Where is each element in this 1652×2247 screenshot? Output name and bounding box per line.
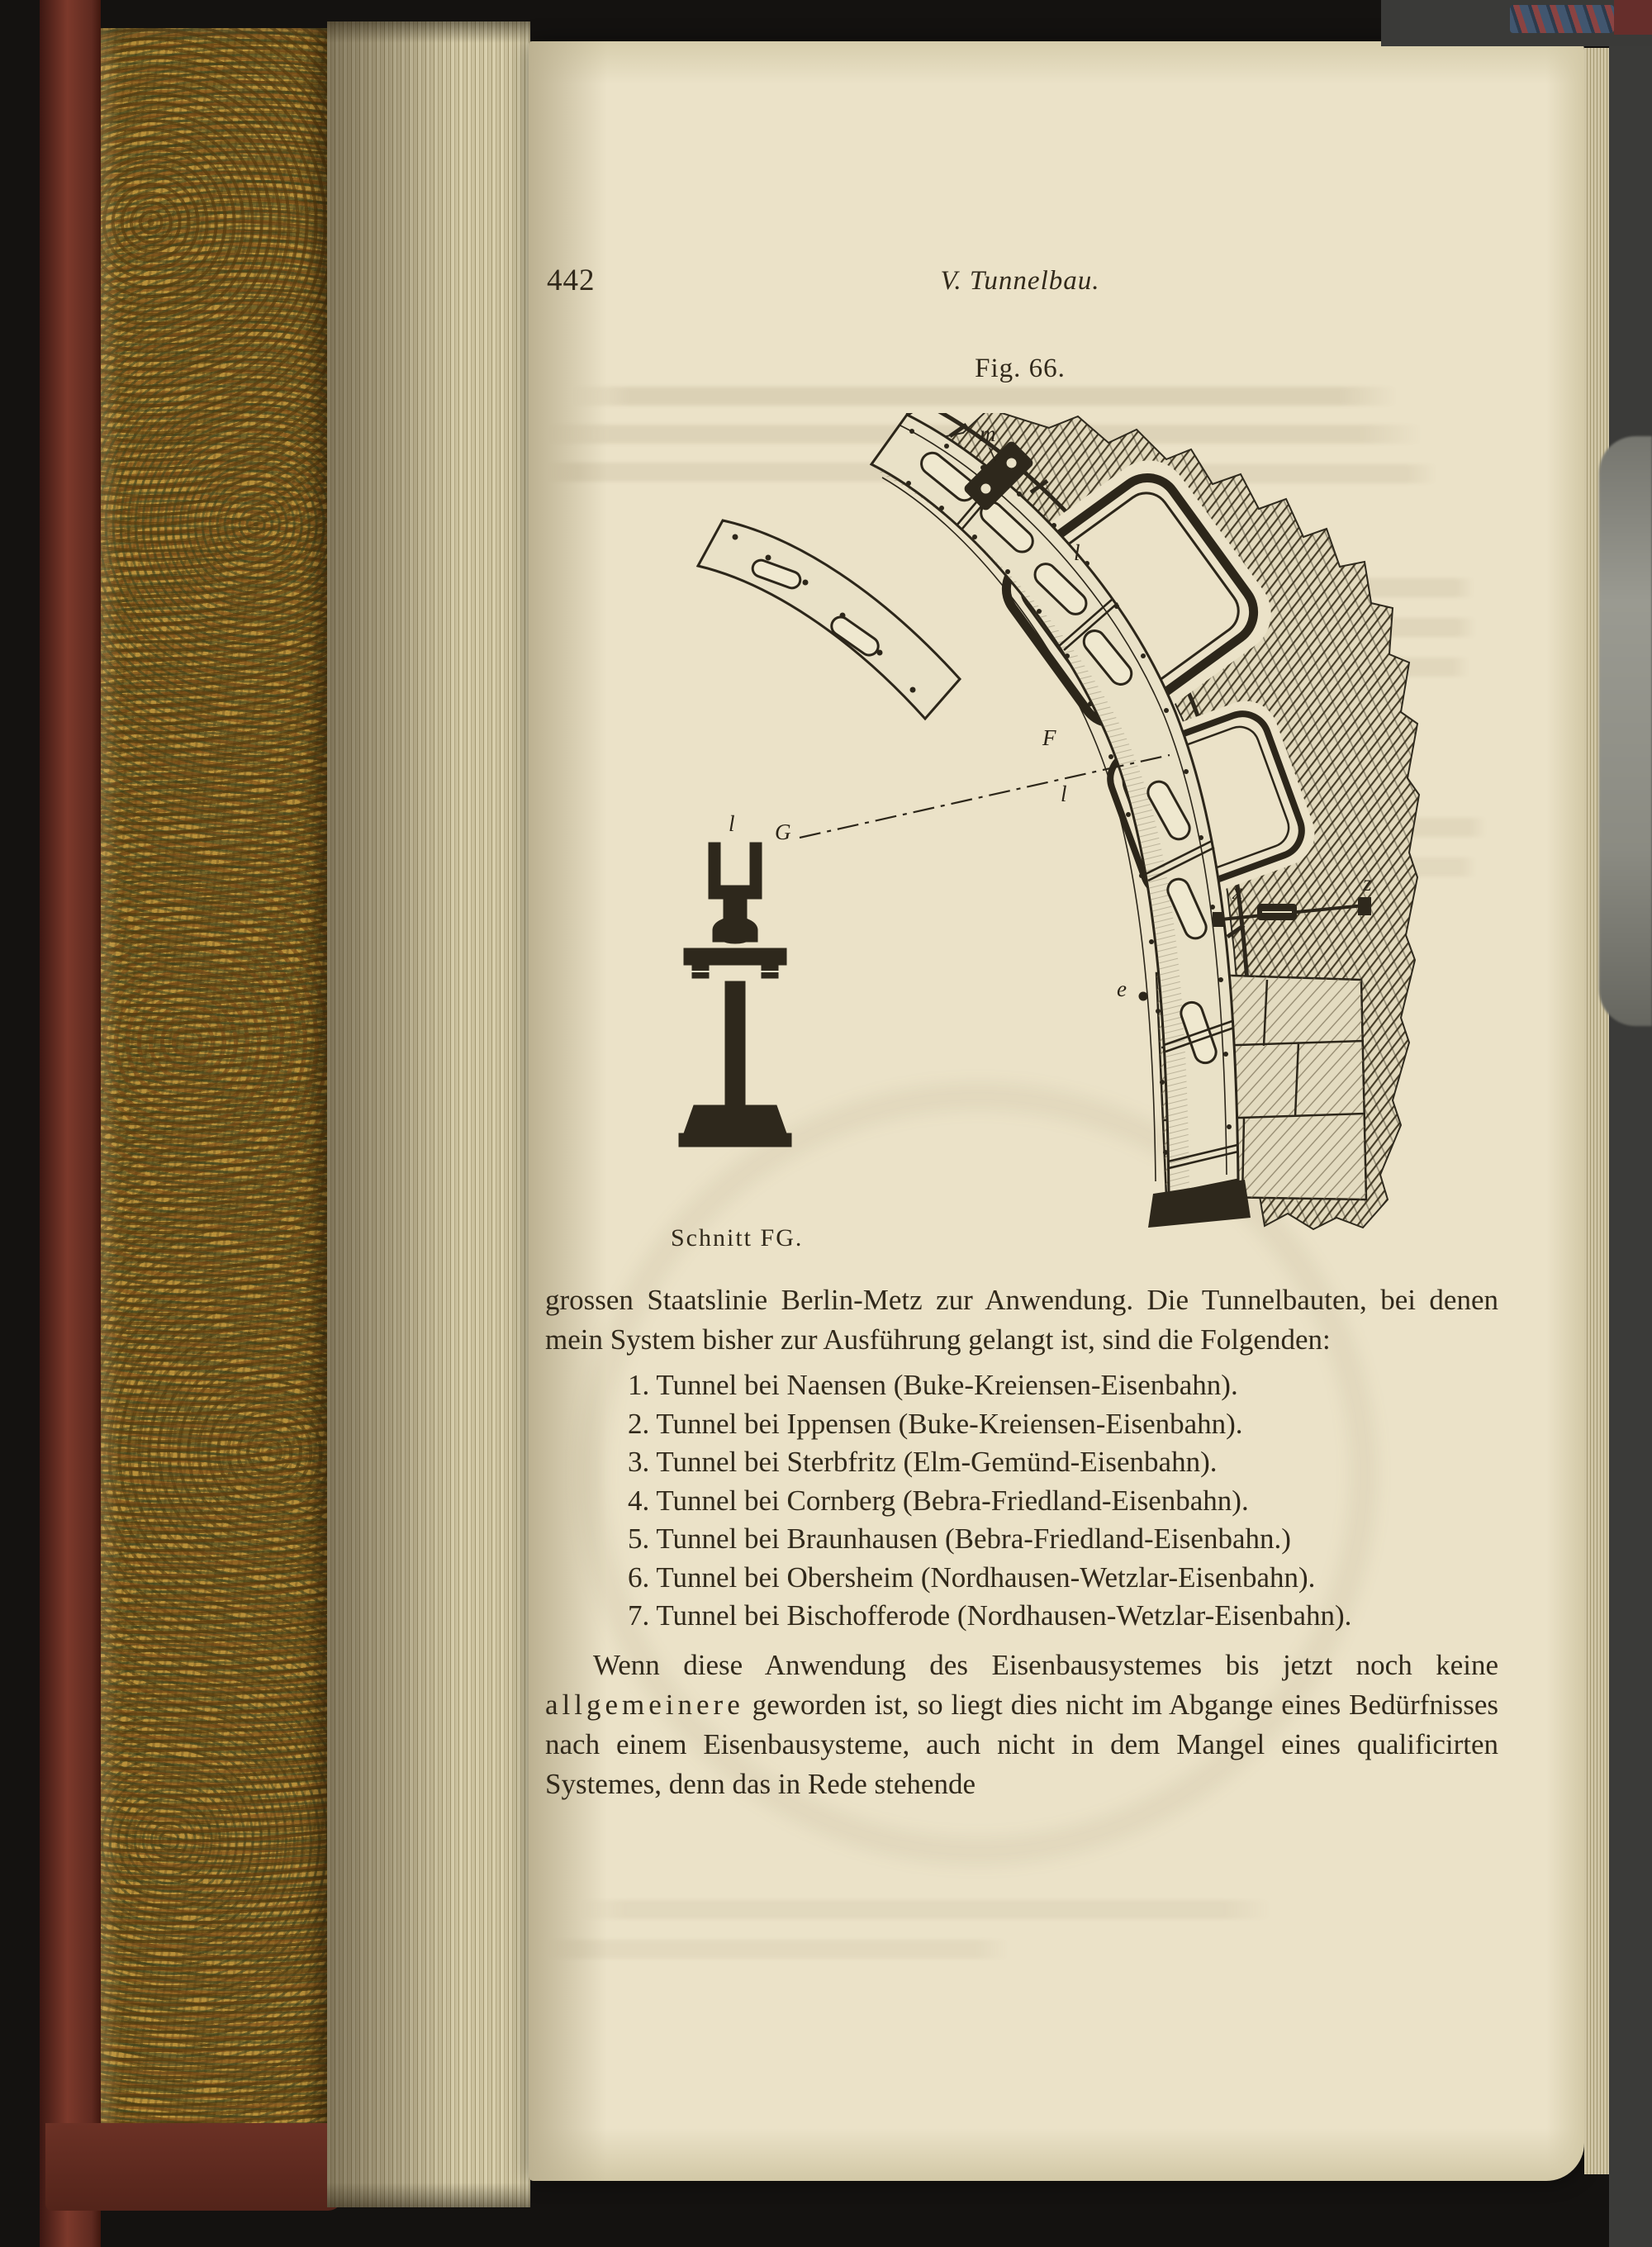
paragraph-continuation: grossen Staatslinie Berlin-Metz zur Anwendung. Die Tunnelbauten, bei denen mein System bisher zur Ausführung gelangt ist, sind die Folgenden: [545,1284,1498,1356]
list-item: 6. Tunnel bei Obersheim (Nordhausen-Wetzlar-Eisenbahn). [628,1561,1316,1594]
page-fore-edge [1584,48,1609,2174]
paragraph-closing [545,1646,1498,1804]
page-edges-stack [327,21,530,2207]
list-item: 2. Tunnel bei Ippensen (Buke-Kreiensen-Eisenbahn). [628,1407,1243,1440]
figure-label-G: G [775,819,791,844]
running-header: V. Tunnelbau. [940,266,1100,296]
figure-label-m: m [980,421,996,446]
figure-section-label: Schnitt FG. [671,1224,804,1252]
rib-arm [698,520,960,719]
figure-label-l-frame: l [1074,540,1080,565]
right-margin-shadow [1609,0,1652,2247]
figure-label-l-profile: l [729,811,735,836]
tunnel-list [545,1366,1498,1636]
rib-cross-section [679,843,791,1147]
figure-caption: Fig. 66. [975,354,1066,383]
bleed-through-line [578,1900,1272,1919]
paragraph-closing-pre: Wenn diese Anwendung des Eisenbausystemes bis jetzt noch keine [593,1648,1498,1681]
figure-66-engraving [661,413,1421,1231]
rod-anchor [1358,897,1371,915]
list-item: 1. Tunnel bei Naensen (Buke-Kreiensen-Eisenbahn). [628,1369,1238,1401]
figure-label-x: x [1232,879,1242,904]
list-item: 5. Tunnel bei Braunhausen (Bebra-Friedland-Eisenbahn.) [628,1523,1291,1555]
corner-cover [1614,0,1652,35]
cover-bottom-edge [45,2123,343,2211]
figure-label-e: e [1117,976,1127,1001]
book-spine [40,0,101,2247]
paragraph-closing-emphasis: allgemeinere [545,1688,744,1721]
paragraph-closing-post: geworden ist, so liegt dies nicht im Abgange eines Bedürfnisses nach einem Eisenbausysteme, auch nicht in dem Mangel eines qualificirten Systemes, denn das in Rede stehende [545,1688,1498,1800]
marbled-endpaper [101,28,329,2186]
rib-foot-block [1148,1180,1251,1228]
bleed-through-line [572,387,1398,406]
figure-label-l-mid: l [1061,781,1067,806]
headband [1510,5,1614,33]
body-text [545,1280,1498,1804]
bleed-through-line [547,1940,1009,1959]
figure-label-F: F [1042,725,1056,750]
figure-label-z: z [1363,871,1372,895]
list-item: 7. Tunnel bei Bischofferode (Nordhausen-Wetzlar-Eisenbahn). [628,1599,1352,1632]
facing-page-sliver [1599,436,1652,1026]
list-item: 3. Tunnel bei Sterbfritz (Elm-Gemünd-Eisenbahn). [628,1446,1218,1478]
bolt-e [1139,992,1148,1001]
page-number: 442 [547,264,596,297]
list-item: 4. Tunnel bei Cornberg (Bebra-Friedland-Eisenbahn). [628,1484,1249,1517]
